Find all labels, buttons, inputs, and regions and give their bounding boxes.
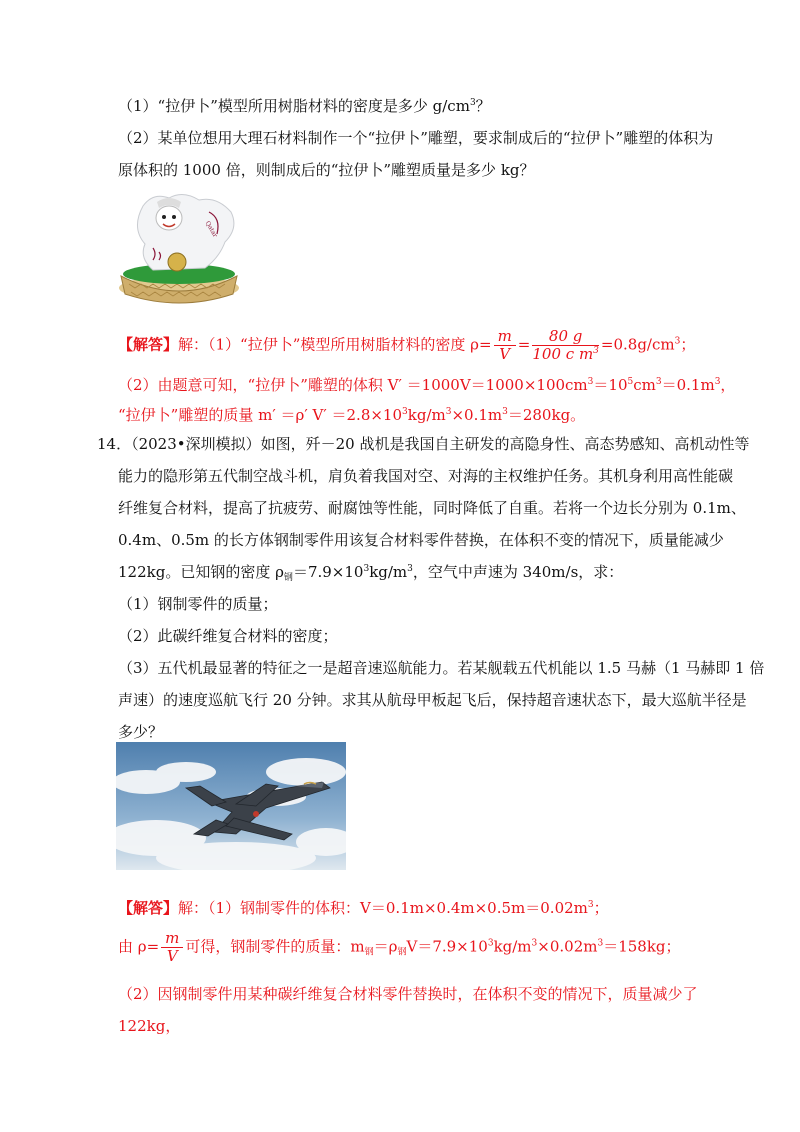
fraction-m-over-v: $\frac{m}{V}$: [161, 930, 183, 965]
q14-sub3-line2: 声速）的速度巡航飞行 20 分钟。求其从航母甲板起飞后，保持超音速状态下，最大巡航半径是: [118, 691, 747, 709]
a14-line3: （2）因钢制零件用某种碳纤维复合材料零件替换时，在体积不变的情况下，质量减少了: [118, 985, 698, 1003]
a14-line1: 【解答】解：（1）钢制零件的体积：$V=0.1m\times 0.4m\times 0.5m=0.02m^3$；: [118, 899, 609, 917]
fraction-80g-over-100cm3: $\frac{80 g}{100 c m^3}$: [532, 327, 599, 363]
q14-sub3-line1: （3）五代机最显著的特征之一是超音速巡航能力。若某舰载五代机能以 1.5 马赫（1 马赫即 1 倍: [118, 659, 765, 677]
q14-line5: 122kg。已知钢的密度 $\rho_钢=7.9\times 10^3kg/m^3$，空气中声速为 340m/s，求：: [118, 563, 624, 583]
q14-line3: 纤维复合材料，提高了抗疲劳、耐腐蚀等性能，同时降低了自重。若将一个边长分别为 0.1m、: [118, 499, 746, 517]
q14-line1: 14．（2023•深圳模拟）如图，歼－20 战机是我国自主研发的高隐身性、高态势感知、高机动性等: [97, 435, 750, 453]
a14-line2: 由 ρ= $\frac{m}{V}$ 可得，钢制零件的质量：$m_钢=\rho_钢V=7.9\times 10^3kg/m^3\times 0.02m^3=158kg$；: [118, 929, 681, 965]
mascot-figure: [113, 188, 241, 306]
q13-part2-line2: 原体积的 1000 倍，则制成后的“拉伊卜”雕塑质量是多少 kg？: [118, 161, 535, 179]
svg-text:Qatar: Qatar: [203, 220, 219, 239]
q14-line2: 能力的隐形第五代制空战斗机，肩负着我国对空、对海的主权维护任务。其机身利用高性能碳: [118, 467, 734, 485]
a13-line1: 【解答】解：（1）“拉伊卜”模型所用树脂材料的密度 ρ= $\frac{m}{V}$ = $\frac{80 g}{100 c m^3}$ $=0.8g/cm^3$；: [118, 327, 696, 363]
q14-sub3-line3: 多少？: [118, 723, 164, 741]
a13-line3: “拉伊卜”雕塑的质量 m′ ＝ρ′ $V' =2.8\times 10^3kg/m^3\times 0.1m^3=280kg$。: [118, 406, 586, 424]
a14-line4: 122kg，: [118, 1017, 181, 1035]
fraction-m-over-v: $\frac{m}{V}$: [494, 328, 516, 363]
fighter-jet-image: [116, 742, 346, 870]
q14-sub1: （1）钢制零件的质量；: [118, 595, 278, 613]
answer-tag: 【解答】: [118, 335, 179, 354]
answer-tag: 【解答】: [118, 899, 179, 917]
a13-line2: （2）由题意可知，“拉伊卜”雕塑的体积 $V' =1000V=1000\times 100cm^3=10^5cm^3=0.1m^3$，: [118, 376, 736, 394]
q13-part1: （1）“拉伊卜”模型所用树脂材料的密度是多少 $g/cm^3$？: [118, 97, 491, 115]
q14-line4: 0.4m、0.5m 的长方体钢制零件用该复合材料零件替换，在体积不变的情况下，质量能减少: [118, 531, 724, 549]
q13-part2-line1: （2）某单位想用大理石材料制作一个“拉伊卜”雕塑，要求制成后的“拉伊卜”雕塑的体积为: [118, 129, 714, 147]
q14-sub2: （2）此碳纤维复合材料的密度；: [118, 627, 338, 645]
